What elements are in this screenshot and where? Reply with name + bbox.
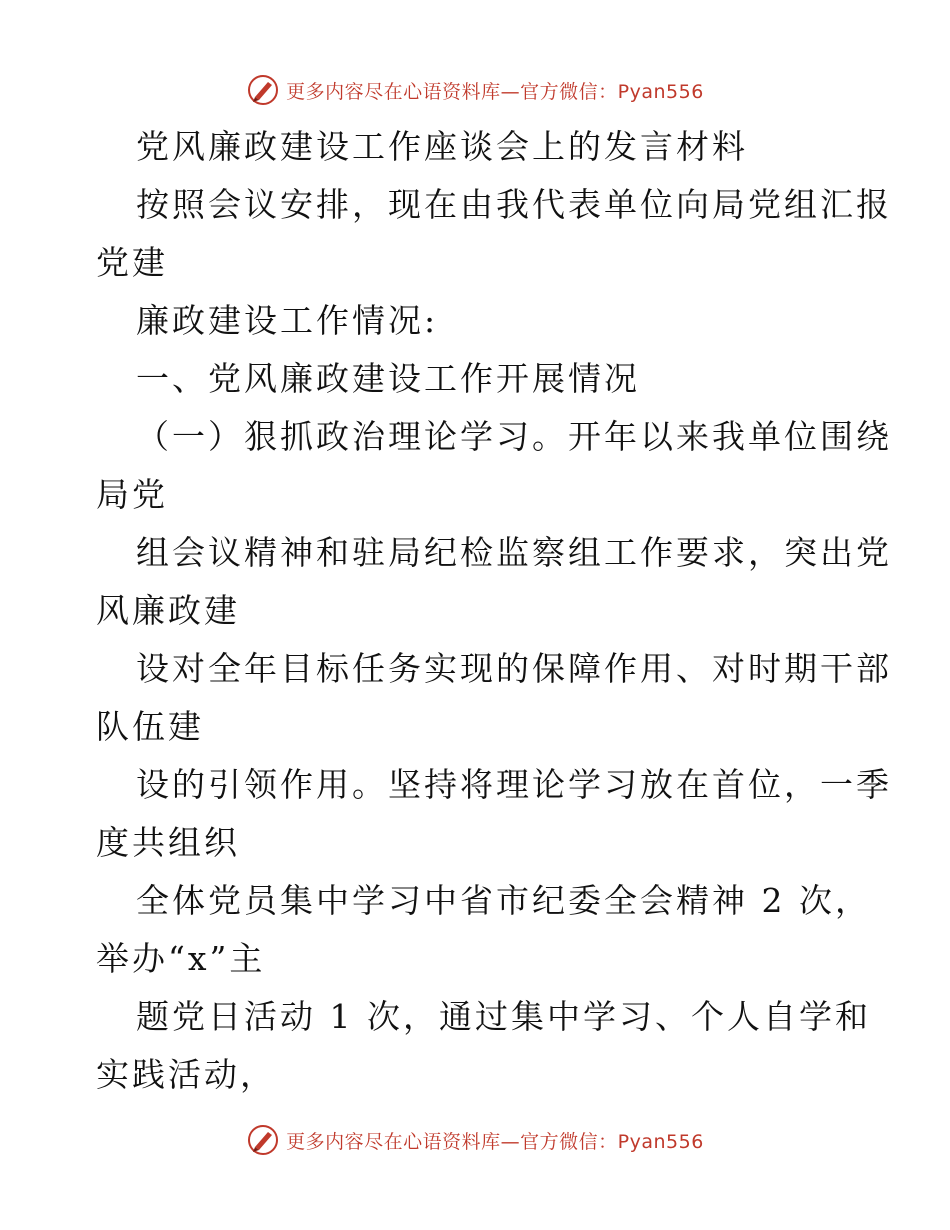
text-line: 廉政建设工作情况: (136, 301, 439, 340)
text-line: 设的引领作用。坚持将理论学习放在首位，一季 (136, 765, 892, 804)
watermark-banner-top (0, 70, 950, 110)
text-line: 题党日活动 1 次，通过集中学习、个人自学和 (136, 997, 871, 1036)
text-line: 举办“x”主 (96, 939, 266, 978)
text-line: 度共组织 (96, 823, 240, 862)
pen-logo-icon (246, 1123, 280, 1157)
text-line: 队伍建 (96, 707, 204, 746)
watermark-text: 更多内容尽在心语资料库—官方微信：Pyan556 (286, 1130, 704, 1153)
text-line: 党建 (96, 243, 168, 282)
text-line: 风廉政建 (96, 591, 240, 630)
text-line: 实践活动， (96, 1055, 276, 1094)
text-line: （一）狠抓政治理论学习。开年以来我单位围绕 (136, 417, 892, 456)
document-body (96, 118, 892, 1104)
watermark-banner-bottom (0, 1120, 950, 1160)
text-line: 设对全年目标任务实现的保障作用、对时期干部 (136, 649, 892, 688)
pen-logo-icon (246, 73, 280, 107)
text-line: 组会议精神和驻局纪检监察组工作要求，突出党 (136, 533, 892, 572)
watermark-text: 更多内容尽在心语资料库—官方微信：Pyan556 (286, 80, 704, 103)
text-line: 按照会议安排，现在由我代表单位向局党组汇报 (136, 185, 892, 224)
text-line: 局党 (96, 475, 168, 514)
text-line: 全体党员集中学习中省市纪委全会精神 2 次， (136, 881, 871, 920)
section-heading: 一、党风廉政建设工作开展情况 (136, 359, 640, 398)
document-title: 党风廉政建设工作座谈会上的发言材料 (136, 127, 748, 166)
